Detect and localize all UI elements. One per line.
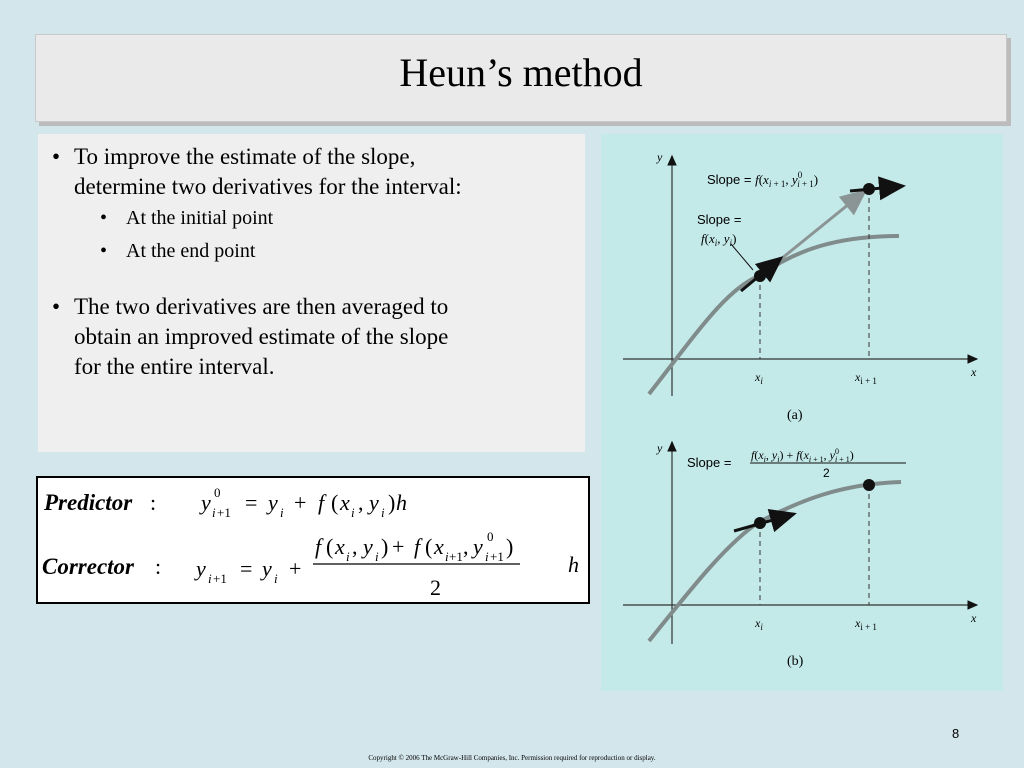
svg-text:i: i [445,549,449,564]
corrector-equation [194,529,579,600]
copyright-notice: Copyright © 2006 The McGraw-Hill Companies, Inc. Permission required for reproduction or display. [368,754,656,762]
sub-bullet-text: At the end point [126,240,256,262]
svg-text:h: h [396,490,407,515]
sub-bullet-item: • At the end point [100,235,565,268]
predictor-label: Predictor [44,490,133,515]
end-point [863,479,875,491]
formula-equations [38,478,588,602]
svg-text:x: x [340,490,350,515]
predictor-colon: : [150,490,157,515]
svg-text:(: ( [331,490,339,515]
svg-text:f: f [414,534,421,559]
svg-text:): ) [506,534,514,559]
y-axis-label: y [657,150,663,164]
bullets-box [38,134,585,452]
svg-text:): ) [381,534,389,559]
solution-curve [649,482,901,641]
corrector-label: Corrector [42,554,134,579]
caption-b: (b) [787,654,804,669]
svg-text:y: y [369,490,379,515]
svg-text:,: , [352,534,358,559]
xi-tick-label: $x_i$ [755,616,763,632]
svg-text:+1: +1 [217,505,231,520]
initial-point [754,270,766,282]
panel-a [623,150,977,423]
end-slope-arrow [850,186,903,191]
svg-text:+1: +1 [449,549,463,564]
bullet-text: To improve the estimate of the slope, determine two derivatives for the interval: [74,144,462,199]
leader-line [731,244,753,270]
xi1-tick-label: $x_{i + 1}$ [855,616,877,632]
bullet-item: • The two derivatives are then averaged to obtain an improved estimate of the slope for the entire interval. [52,292,565,382]
svg-text:f: f [315,534,322,559]
slope-average-label: Slope = [687,455,732,470]
svg-text:+1: +1 [490,549,504,564]
figure-panel [601,134,1003,691]
svg-text:i: i [381,505,385,520]
slope-average-numerator: $f(x_i$, $y_i) + f(x_{i + 1}$, $y^0$ i + 1) [751,447,854,464]
svg-text:y: y [262,556,272,581]
svg-text:+: + [392,534,405,559]
svg-text:+1: +1 [213,571,227,586]
svg-text:,: , [463,534,469,559]
svg-text:x: x [434,534,444,559]
corrector-colon: : [155,554,162,579]
svg-text:i: i [280,505,284,520]
svg-text:i: i [351,505,355,520]
svg-text:y: y [473,534,483,559]
svg-text:0: 0 [487,529,494,544]
panel-b [623,441,977,669]
svg-text:(: ( [425,534,433,559]
end-point [863,183,875,195]
sub-bullet-text: At the initial point [126,207,274,229]
formula-box [36,476,590,604]
sub-bullet-item: • At the initial point [100,202,565,235]
bullet-item: • To improve the estimate of the slope, determine two derivatives for the interval: [52,142,565,202]
heun-diagram [601,134,1003,691]
svg-text:=: = [240,556,253,581]
svg-text:0: 0 [214,485,221,500]
xi1-tick-label: $x_{i + 1}$ [855,370,877,386]
svg-text:i: i [212,505,216,520]
svg-text:y: y [363,534,373,559]
caption-a: (a) [787,408,803,423]
svg-text:+: + [294,490,307,515]
x-axis-label: x [971,611,977,625]
solution-curve [649,236,899,394]
svg-text:h: h [568,552,579,577]
svg-text:i: i [375,549,379,564]
predictor-equation [199,485,407,520]
slope-initial-expression: $f(x_i$, $y_i$) [701,231,737,248]
svg-text:(: ( [326,534,334,559]
svg-text:x: x [335,534,345,559]
svg-text:i: i [208,571,212,586]
title-box [35,34,1007,122]
svg-text:f: f [318,490,325,515]
svg-text:=: = [245,490,258,515]
bullet-list [52,142,565,382]
slope-top-label: Slope = $f(x_{i + 1}$, $y^0$ i + 1) [707,170,819,189]
svg-text:i: i [485,549,489,564]
svg-text:y: y [196,556,206,581]
svg-text:,: , [358,490,364,515]
bullet-text: The two derivatives are then averaged to obtain an improved estimate of the slope for the entire interval. [74,294,449,379]
denominator: 2 [430,575,441,600]
initial-point [754,517,766,529]
svg-text:i: i [274,571,278,586]
slope-average-denominator: 2 [823,466,830,480]
svg-text:y: y [268,490,278,515]
x-axis-label: x [971,365,977,379]
svg-text:y: y [201,490,211,515]
svg-text:+: + [289,556,302,581]
xi-tick-label: $x_i$ [755,370,763,386]
y-axis-label: y [657,441,663,455]
slope-initial-label: Slope = [697,212,742,227]
slide-title: Heun’s method [399,50,643,95]
svg-text:): ) [388,490,396,515]
svg-text:i: i [346,549,350,564]
page-number: 8 [952,726,960,741]
